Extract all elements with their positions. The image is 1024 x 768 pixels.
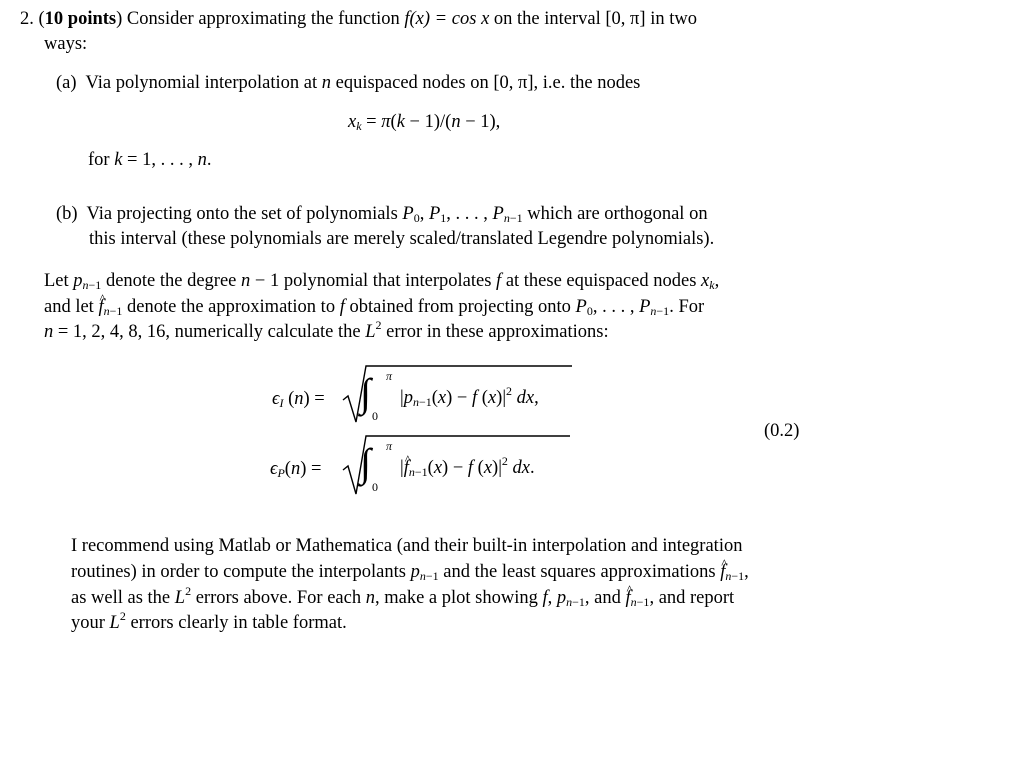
epsilon-i-lhs: $\epsilon_I$ (n) = (272, 389, 325, 410)
paragraph-line-1: Let $p_{n-1}$ denote the degree n − 1 polynomial that interpolates f at these equispaced nodes $x_k$, (44, 271, 720, 292)
recommend-line-2: routines) in order to compute the interpolants $p_{n-1}$ and the least squares approximations ^ $f_{n-1}$, (71, 561, 749, 583)
integral-symbol-2: ∫ (360, 440, 371, 485)
problem-line-1: 2. (10 points) Consider approximating the function f(x) = cos x on the interval [0, π] in two (20, 9, 697, 29)
paragraph-line-3: n = 1, 2, 4, 8, 16, numerically calculate the $L^2$ error in these approximations: (44, 318, 609, 342)
part-b-label: (b) (56, 204, 78, 224)
lower-limit-1: 0 (372, 409, 378, 423)
problem-line-2: ways: (44, 34, 88, 54)
part-a-line-3: for k = 1, . . . , n. (88, 150, 212, 170)
upper-limit-2: π (386, 439, 393, 453)
nodes-formula: $x_k = \pi(k - 1)/(n - 1)$, (348, 112, 501, 133)
recommend-line-1: I recommend using Matlab or Mathematica (and their built-in interpolation and integration (71, 536, 743, 556)
upper-limit-1: π (386, 369, 393, 383)
part-b-line-1: (b) Via projecting onto the set of polynomials $P_0$, $P_1$, . . . , $P_{n-1}$ which are orthogonal on (56, 204, 708, 225)
function-definition: f(x) = cos x (404, 9, 490, 29)
equation-number: (0.2) (764, 421, 800, 441)
epsilon-i-integrand: $|p_{n-1}(x) - f$ $(x)|^2$ dx, (400, 384, 539, 409)
lower-limit-2: 0 (372, 480, 378, 494)
points-label: 10 points (44, 9, 117, 29)
paragraph-line-2: and let ^ $f_{n-1}$ denote the approximation to f obtained from projecting onto $P_0$, . . . , $P_{n-1}$. For (44, 296, 704, 318)
recommend-line-3: as well as the $L^2$ errors above. For each n, make a plot showing f, $p_{n-1}$, and ^ $f_{n-1}$, and report (71, 587, 734, 609)
interval: [0, π] (605, 9, 646, 29)
epsilon-p-integrand: |^ $f_{n-1}(x) - f$ $(x)|^2$ dx. (400, 457, 535, 479)
problem-number: 2. (20, 9, 34, 29)
integral-symbol-1: ∫ (360, 370, 371, 415)
part-a-label: (a) (56, 73, 77, 93)
epsilon-p-lhs: $\epsilon_P(n)$ = (270, 459, 322, 480)
part-a-line-1: (a) Via polynomial interpolation at n equispaced nodes on [0, π], i.e. the nodes (56, 73, 641, 93)
part-b-line-2: this interval (these polynomials are merely scaled/translated Legendre polynomials). (89, 229, 715, 249)
recommend-line-4: your $L^2$ errors clearly in table format. (71, 609, 347, 633)
